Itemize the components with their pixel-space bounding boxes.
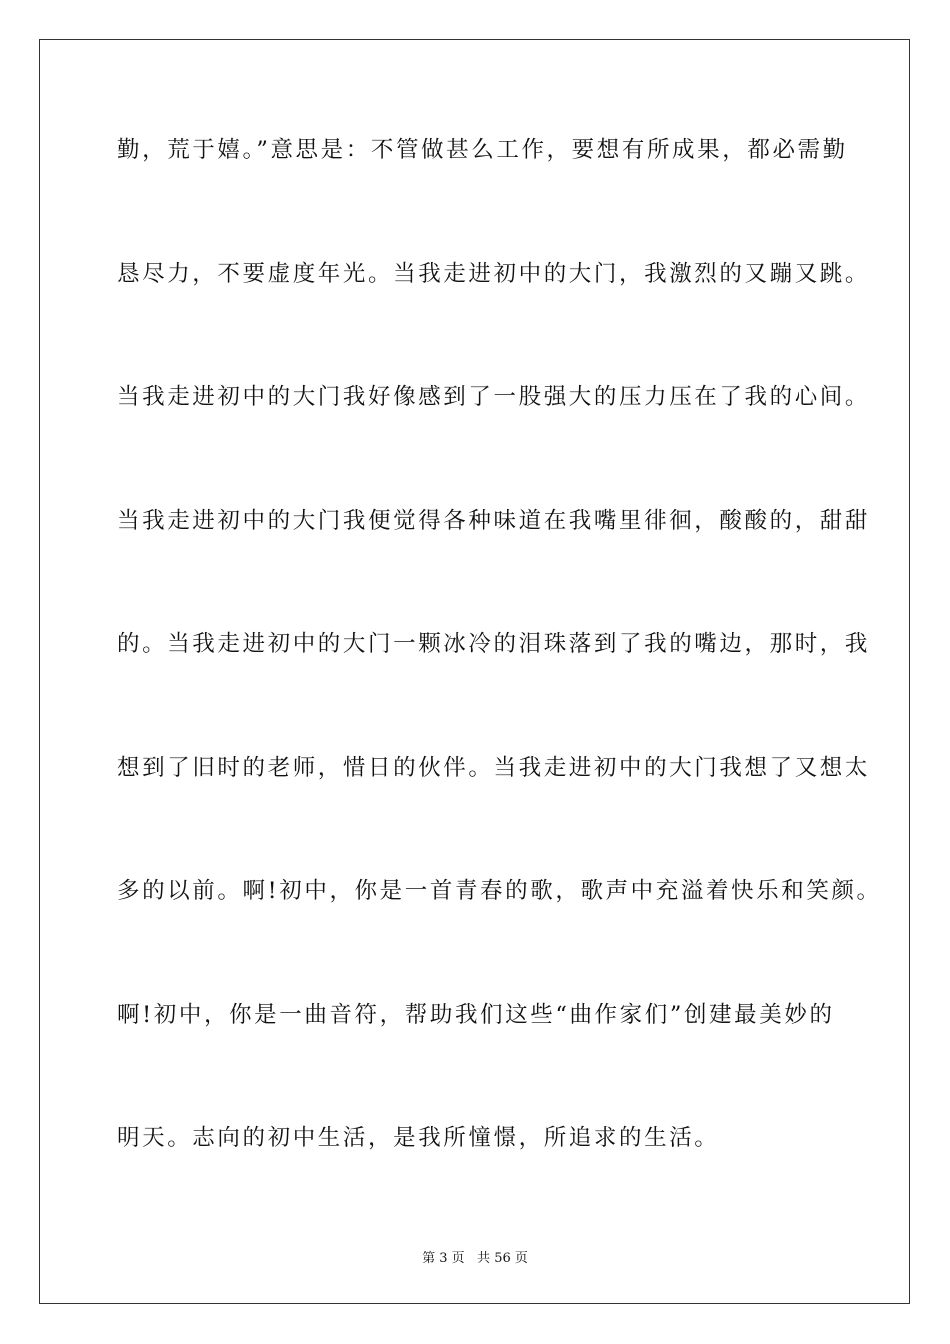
text-line-2: 恳尽力，不要虚度年光。当我走进初中的大门，我激烈的又蹦又跳。 (117, 260, 871, 287)
text-line-6: 想到了旧时的老师，惜日的伙伴。当我走进初中的大门我想了又想太 (117, 754, 871, 781)
page-number-footer: 第 3 页 共 56 页 (422, 1251, 528, 1266)
text-line-4: 当我走进初中的大门我便觉得各种味道在我嘴里徘徊，酸酸的，甜甜 (117, 507, 871, 534)
document-body (117, 128, 882, 1240)
text-line-9: 明天。志向的初中生活，是我所憧憬，所追求的生活。 (117, 1125, 720, 1151)
text-line-1: 勤，荒于嬉。”意思是：不管做甚么工作，要想有所成果，都必需勤 (117, 137, 848, 163)
text-line-8: 啊!初中，你是一曲音符，帮助我们这些“曲作家们”创建最美妙的 (117, 1001, 835, 1028)
text-line-3: 当我走进初中的大门我好像感到了一股强大的压力压在了我的心间。 (117, 384, 871, 410)
text-line-7: 多的以前。啊!初中，你是一首青春的歌，歌声中充溢着快乐和笑颜。 (117, 878, 882, 904)
text-line-5: 的。当我走进初中的大门一颗冰冷的泪珠落到了我的嘴边，那时，我 (117, 631, 871, 657)
